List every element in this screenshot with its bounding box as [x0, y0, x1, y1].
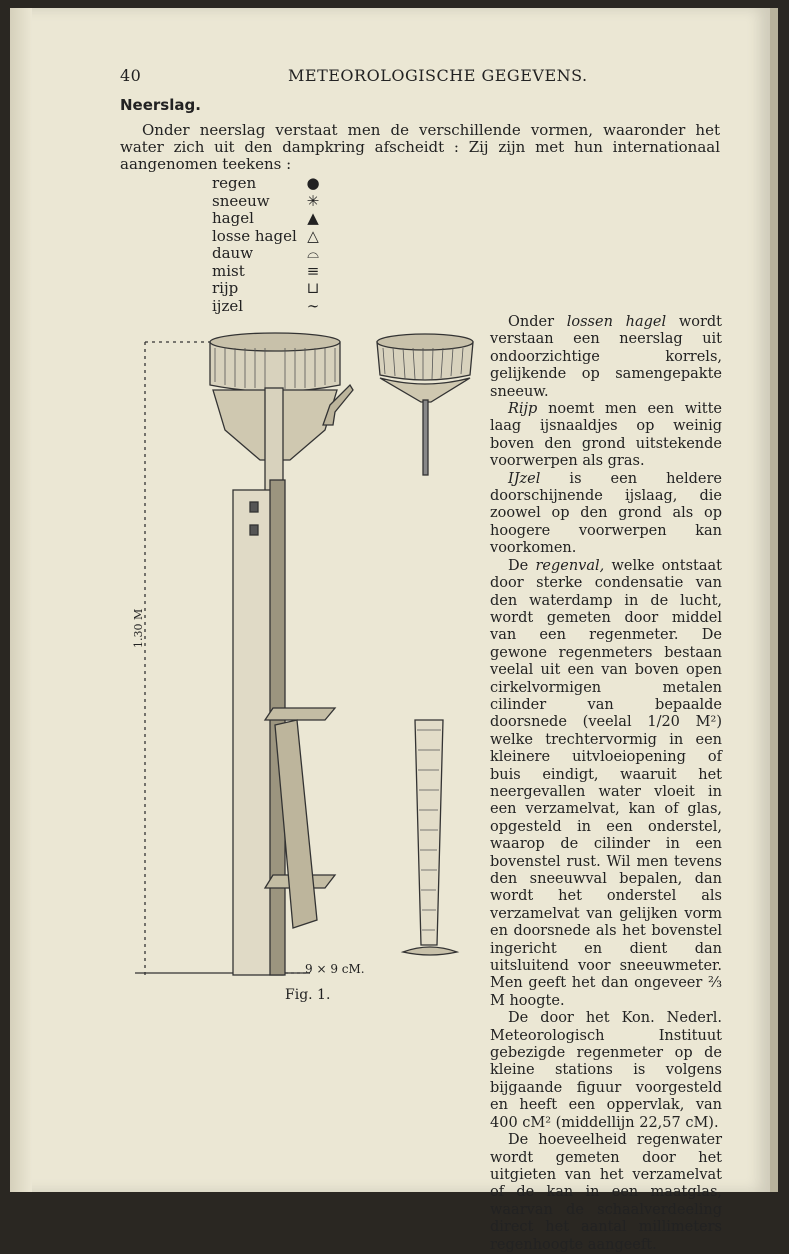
text-run: Onder: [508, 314, 567, 330]
symbol-row: [212, 228, 342, 246]
symbol-list: [212, 175, 342, 315]
symbol-row: [212, 280, 342, 298]
symbol-row: [212, 263, 342, 281]
paragraph: [490, 314, 722, 401]
page-number: 40: [120, 66, 142, 85]
symbol-label: ijzel: [212, 296, 244, 315]
text-run: wordt verstaan een neerslag uit ondoorzichtige korrels, gelijkende op samengepakte sneeuw.: [490, 314, 722, 400]
paragraph: [490, 1132, 722, 1254]
text-run: De: [508, 557, 536, 574]
intro-paragraph: [120, 122, 720, 173]
right-text-column: [490, 314, 722, 1254]
paragraph: [490, 401, 722, 471]
symbol-label: mist: [212, 261, 245, 280]
page-gutter: [10, 8, 32, 1192]
term: Rijp: [508, 401, 538, 418]
hoarfrost-icon: ⊔: [306, 279, 320, 297]
paragraph: [490, 1010, 722, 1132]
symbol-row: [212, 210, 342, 228]
snow-icon: ✳: [306, 191, 320, 210]
rain-icon: ●: [306, 174, 320, 192]
text-run: De hoeveelheid regenwater wordt gemeten door het uitgieten van het verzamelvat of de kan in een maatglas, waarvan de schaalverdeeling direct het aantal millimeters regenhoogte aangeeft.: [490, 1132, 722, 1253]
upper-shelf: [265, 708, 335, 720]
soft-hail-icon: △: [307, 226, 319, 245]
text-run: is een heldere doorschijnende ijslaag, die zoowel op den grond als op hoogere voorwerpen kan voorkomen.: [490, 470, 722, 557]
dew-icon: ⌓: [307, 244, 319, 262]
symbol-label: rijp: [212, 279, 239, 297]
glaze-icon: ∼: [306, 296, 320, 315]
symbol-label: losse hagel: [212, 226, 297, 245]
term: lossen hagel: [566, 314, 667, 330]
symbol-row: [212, 245, 342, 263]
running-title: METEOROLOGISCHE GEGEVENS.: [288, 66, 588, 85]
term: regenval,: [535, 557, 605, 574]
symbol-label: dauw: [212, 244, 254, 262]
text-run: noemt men een witte laag ijsnaaldjes op weinig boven den grond uitstekende voorwerpen als gras.: [490, 401, 722, 470]
term: IJzel: [508, 470, 541, 487]
symbol-label: hagel: [212, 209, 254, 227]
intro-text: Onder neerslag verstaat men de verschillende vormen, waaronder het water zich uit den dampkring afscheidt : Zij zijn met hun internationaal aangenomen teekens :: [120, 121, 720, 173]
paragraph: [490, 558, 722, 1011]
paragraph: [490, 471, 722, 558]
figure-caption: Fig. 1.: [285, 987, 331, 1003]
book-spine: [770, 8, 778, 1192]
section-title: Neerslag.: [120, 96, 201, 114]
mist-icon: ≡: [306, 261, 320, 280]
funnel-stem: [423, 400, 428, 475]
measuring-glass: [415, 720, 443, 945]
text-run: De door het Kon. Nederl. Meteorologisch Instituut gebezigde regenmeter op de kleine stations is volgens bijgaande figuur voorgesteld en heeft een oppervlak, van 400 cM² (middellijn 22,57 cM).: [490, 1010, 722, 1131]
symbol-row: [212, 298, 342, 316]
text-run: welke ontstaat door sterke condensatie van den waterdamp in de lucht, wordt gemeten door middel van een regenmeter. De gewone regenmeters bestaan veelal uit een van boven open cirkelvormigen metalen cilinder van bepaalde doorsnede (veelal 1/20 M²) welke trechtervormig in een kleinere uitvloeiopening of buis eindigt, waaruit het neergevallen water vloeit in een verzamelvat, kan of glas, opgesteld in een onderstel, waarop de cilinder in een bovenstel rust. Wil men tevens den sneeuwval bepalen, dan wordt het onderstel als verzamelvat van gelijken vorm en doorsnede als het bovenstel ingericht en dient dan uitsluitend voor sneeuwmeter. Men geeft het dan ongeveer ⅔ M hoogte.: [490, 557, 722, 1009]
glass-base: [403, 947, 457, 955]
dimension-note: 9 × 9 cM.: [305, 962, 365, 976]
height-label: 1.30 M: [132, 608, 145, 648]
symbol-row: [212, 175, 342, 193]
symbol-label: sneeuw: [212, 191, 270, 210]
hail-icon: ▲: [307, 209, 319, 227]
symbol-label: regen: [212, 174, 257, 192]
symbol-row: [212, 193, 342, 211]
rain-gauge-figure: [125, 330, 485, 980]
